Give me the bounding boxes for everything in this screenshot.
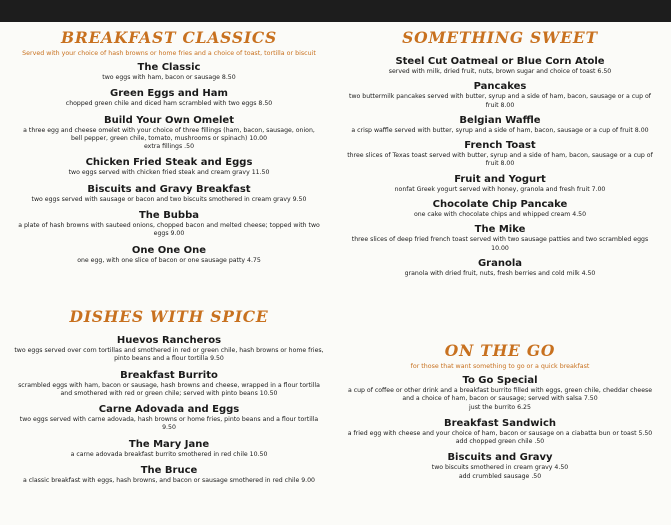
item-description: two eggs served with chicken fried steak and cream gravy 11.50 xyxy=(68,169,270,177)
menu-item-belgian-waffle xyxy=(340,115,660,135)
item-name: Biscuits and Gravy xyxy=(447,452,553,464)
item-description: one cake with chocolate chips and whipped cream 4.50 xyxy=(413,211,587,219)
menu-item-pancakes xyxy=(340,81,660,110)
item-description: two eggs served over corn tortillas and smothered in red or green chile, hash browns or home fries, xyxy=(14,347,324,354)
menu-item-to-go-special xyxy=(340,375,660,412)
item-description: two eggs served with carne adovada, hash browns or home fries, pinto beans and a flour tortilla xyxy=(19,416,319,424)
item-name: Granola xyxy=(477,257,523,269)
top-bar xyxy=(0,0,671,22)
item-description: one egg, with one slice of bacon or one sausage patty 4.75 xyxy=(77,256,261,264)
item-description: eggs 9.00 xyxy=(153,230,185,238)
item-name: French Toast xyxy=(464,140,536,152)
section-dishes-with-spice xyxy=(9,308,329,491)
item-description: add chopped green chile .50 xyxy=(455,438,545,446)
item-description: a crisp waffle served with butter, syrup and a side of ham, bacon, sausage or a cup of fruit 8.00 xyxy=(351,126,649,134)
item-description: and smothered with red or green chile; served with pinto beans 10.50 xyxy=(60,389,278,397)
item-description: a plate of hash browns with sauteed onions, chopped bacon and melted cheese; topped with two xyxy=(18,222,320,230)
section-title: BREAKFAST CLASSICS xyxy=(60,28,278,47)
menu-item-chocolate-chip-pancake xyxy=(340,199,660,219)
item-description: a carne adovada breakfast burrito smothered in red chile 10.50 xyxy=(70,450,268,458)
section-subtitle xyxy=(9,328,329,331)
menu-item-huevos-rancheros xyxy=(9,335,329,364)
item-description: extra fillings .50 xyxy=(143,143,195,151)
item-name: Green Eggs and Ham xyxy=(110,88,228,100)
menu-item-breakfast-sandwich xyxy=(340,418,660,447)
section-on-the-go xyxy=(340,342,660,487)
section-subtitle xyxy=(340,49,660,52)
menu-item-chicken-fried-steak-and-eggs xyxy=(9,157,329,177)
item-description: chopped green chile and diced ham scrambled with two eggs 8.50 xyxy=(65,100,273,108)
item-description: fruit 8.00 xyxy=(485,101,515,109)
section-something-sweet xyxy=(340,29,660,283)
item-name: The Classic xyxy=(137,62,201,73)
menu-item-the-classic xyxy=(9,62,329,82)
item-description: two buttermilk pancakes served with butter, syrup and a side of ham, bacon, sausage or a cup of xyxy=(349,93,651,101)
menu-item-fruit-and-yogurt xyxy=(340,174,660,194)
item-description: granola with dried fruit, nuts, fresh berries and cold milk 4.50 xyxy=(404,269,596,277)
menu-page xyxy=(0,22,671,525)
section-breakfast-classics xyxy=(9,29,329,271)
section-title: SOMETHING SWEET xyxy=(402,28,598,47)
item-description: pinto beans and a flour tortilla 9.50 xyxy=(114,355,224,363)
item-name: Fruit and Yogurt xyxy=(454,173,546,185)
menu-item-build-your-own-omelet xyxy=(9,115,329,152)
menu-item-one-one-one xyxy=(9,245,329,265)
menu-item-biscuits-and-gravy-breakfast xyxy=(9,184,329,204)
item-description: a three egg and cheese omelet with your choice of three fillings (ham, bacon, sausage, onion, xyxy=(23,126,315,134)
item-description: two eggs served with sausage or bacon and two biscuits smothered in cream gravy 9.50 xyxy=(31,195,307,203)
section-subtitle: Served with your choice of hash browns or home fries and a choice of toast, tortilla or biscuit xyxy=(22,50,316,57)
menu-item-the-bruce xyxy=(9,465,329,485)
item-description: a cup of coffee or other drink and a breakfast burrito filled with eggs, green chile, cheddar cheese xyxy=(347,387,653,394)
item-name: Chicken Fried Steak and Eggs xyxy=(85,157,253,169)
section-title: DISHES WITH SPICE xyxy=(69,307,269,326)
item-name: Build Your Own Omelet xyxy=(104,114,234,126)
item-description: served with milk, dried fruit, nuts, brown sugar and choice of toast 6.50 xyxy=(388,68,612,75)
item-description: 10.00 xyxy=(491,244,509,252)
item-name: Belgian Waffle xyxy=(459,114,541,126)
section-title: ON THE GO xyxy=(444,341,556,360)
item-description: and a choice of ham, bacon or sausage; served with salsa 7.50 xyxy=(402,395,598,403)
item-description: nonfat Greek yogurt served with honey, granola and fresh fruit 7.00 xyxy=(394,185,606,193)
item-description: two biscuits smothered in cream gravy 4.50 xyxy=(431,464,569,472)
section-subtitle: for those that want something to go or a quick breakfast xyxy=(410,363,590,370)
item-name: Carne Adovada and Eggs xyxy=(98,404,240,416)
item-name: Biscuits and Gravy Breakfast xyxy=(87,183,251,195)
item-name: One One One xyxy=(131,244,207,256)
item-name: Steel Cut Oatmeal or Blue Corn Atole xyxy=(395,56,605,67)
item-name: Chocolate Chip Pancake xyxy=(432,199,568,211)
item-description: just the burrito 6.25 xyxy=(469,403,531,411)
item-description: a fried egg with cheese and your choice of ham, bacon or sausage on a ciabatta bun or toast 5.50 xyxy=(347,429,653,437)
menu-item-biscuits-and-gravy xyxy=(340,452,660,481)
menu-item-carne-adovada-and-eggs xyxy=(9,404,329,433)
item-name: Breakfast Burrito xyxy=(120,369,218,381)
item-description: bell pepper, green chile, tomato, mushrooms or spinach) 10.00 xyxy=(70,134,268,142)
item-name: The Bruce xyxy=(140,465,198,477)
item-name: Huevos Rancheros xyxy=(116,335,222,346)
item-description: three slices of Texas toast served with butter, syrup and a side of ham, bacon, sausage or a cup of xyxy=(347,152,653,160)
menu-item-the-mike xyxy=(340,224,660,253)
item-name: Breakfast Sandwich xyxy=(444,417,556,429)
item-name: The Mike xyxy=(474,224,526,236)
item-name: The Bubba xyxy=(138,210,199,222)
menu-item-the-bubba xyxy=(9,210,329,239)
item-description: fruit 8.00 xyxy=(485,160,515,168)
item-name: Pancakes xyxy=(473,81,527,93)
item-description: add crumbled sausage .50 xyxy=(458,472,542,480)
menu-item-green-eggs-and-ham xyxy=(9,88,329,108)
item-description: a classic breakfast with eggs, hash browns, and bacon or sausage smothered in red chile 9.00 xyxy=(23,477,315,485)
item-description: 9.50 xyxy=(162,424,176,432)
item-description: two eggs with ham, bacon or sausage 8.50 xyxy=(102,74,236,81)
item-description: three slices of deep fried french toast served with two sausage patties and two scrambled eggs xyxy=(351,236,649,244)
menu-item-french-toast xyxy=(340,140,660,169)
menu-item-granola xyxy=(340,258,660,278)
menu-item-the-mary-jane xyxy=(9,439,329,459)
item-description: scrambled eggs with ham, bacon or sausage, hash browns and cheese, wrapped in a flour tortilla xyxy=(18,381,320,389)
menu-item-steel-cut-oatmeal-or-blue-corn-atole xyxy=(340,56,660,76)
item-name: The Mary Jane xyxy=(128,438,210,450)
menu-item-breakfast-burrito xyxy=(9,370,329,399)
item-name: To Go Special xyxy=(462,375,538,386)
